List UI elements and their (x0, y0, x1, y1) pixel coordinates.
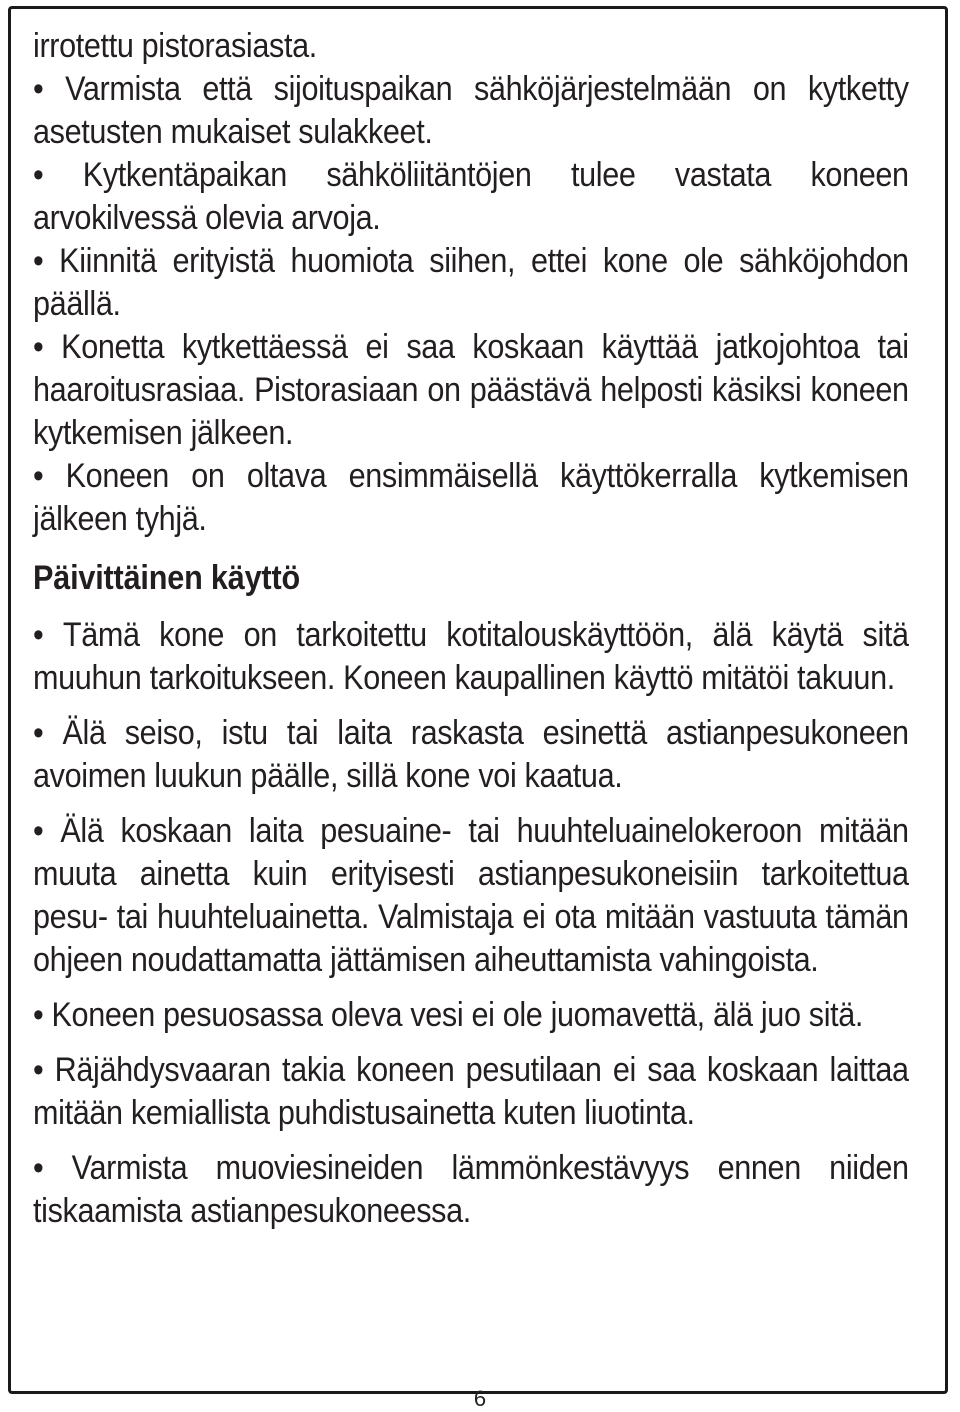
bullet-fuses: • Varmista että sijoituspaikan sähköjärjestelmään on kytketty asetusten mukaiset sulakkeet. (33, 68, 909, 154)
bullet-detergent: • Älä koskaan laita pesuaine- tai huuhteluainelokeroon mitään muuta ainetta kuin erityisesti astianpesukoneisiin tarkoitettua pesu- tai huuhteluainetta. Valmistaja ei ota mitään vastuuta tämän ohjeen noudattamatta jättämisen aiheuttamista vahingoista. (33, 810, 909, 982)
bullet-ratings: • Kytkentäpaikan sähköliitäntöjen tulee vastata koneen arvokilvessä olevia arvoja. (33, 154, 909, 240)
paragraph-continuation: irrotettu pistorasiasta. (33, 27, 317, 65)
document-body (33, 25, 909, 1233)
section-heading: Päivittäinen käyttö (33, 559, 300, 597)
bullet-explosion-risk: • Räjähdysvaaran takia koneen pesutilaan ei saa koskaan laittaa mitään kemiallista puhdistusainetta kuten liuotinta. (33, 1049, 909, 1135)
page-number: 6 (473, 1386, 487, 1411)
bullet-first-use-empty: • Koneen on oltava ensimmäisellä käyttökerralla kytkemisen jälkeen tyhjä. (33, 455, 909, 541)
bullet-door-load: • Älä seiso, istu tai laita raskasta esinettä astianpesukoneen avoimen luukun päälle, sillä kone voi kaatua. (33, 712, 909, 798)
bullet-power-cord: • Kiinnitä erityistä huomiota siihen, ettei kone ole sähköjohdon päällä. (33, 240, 909, 326)
bullet-household-use: • Tämä kone on tarkoitettu kotitalouskäyttöön, älä käytä sitä muuhun tarkoitukseen. Koneen kaupallinen käyttö mitätöi takuun. (33, 614, 909, 700)
bullet-water-not-drinkable: • Koneen pesuosassa oleva vesi ei ole juomavettä, älä juo sitä. (33, 994, 909, 1037)
bullet-extension-cord: • Konetta kytkettäessä ei saa koskaan käyttää jatkojohtoa tai haaroitusrasiaa. Pistorasiaan on päästävä helposti käsiksi koneen kytkemisen jälkeen. (33, 326, 909, 455)
bullet-plastic-heat: • Varmista muoviesineiden lämmönkestävyys ennen niiden tiskaamista astianpesukoneessa. (33, 1147, 909, 1233)
